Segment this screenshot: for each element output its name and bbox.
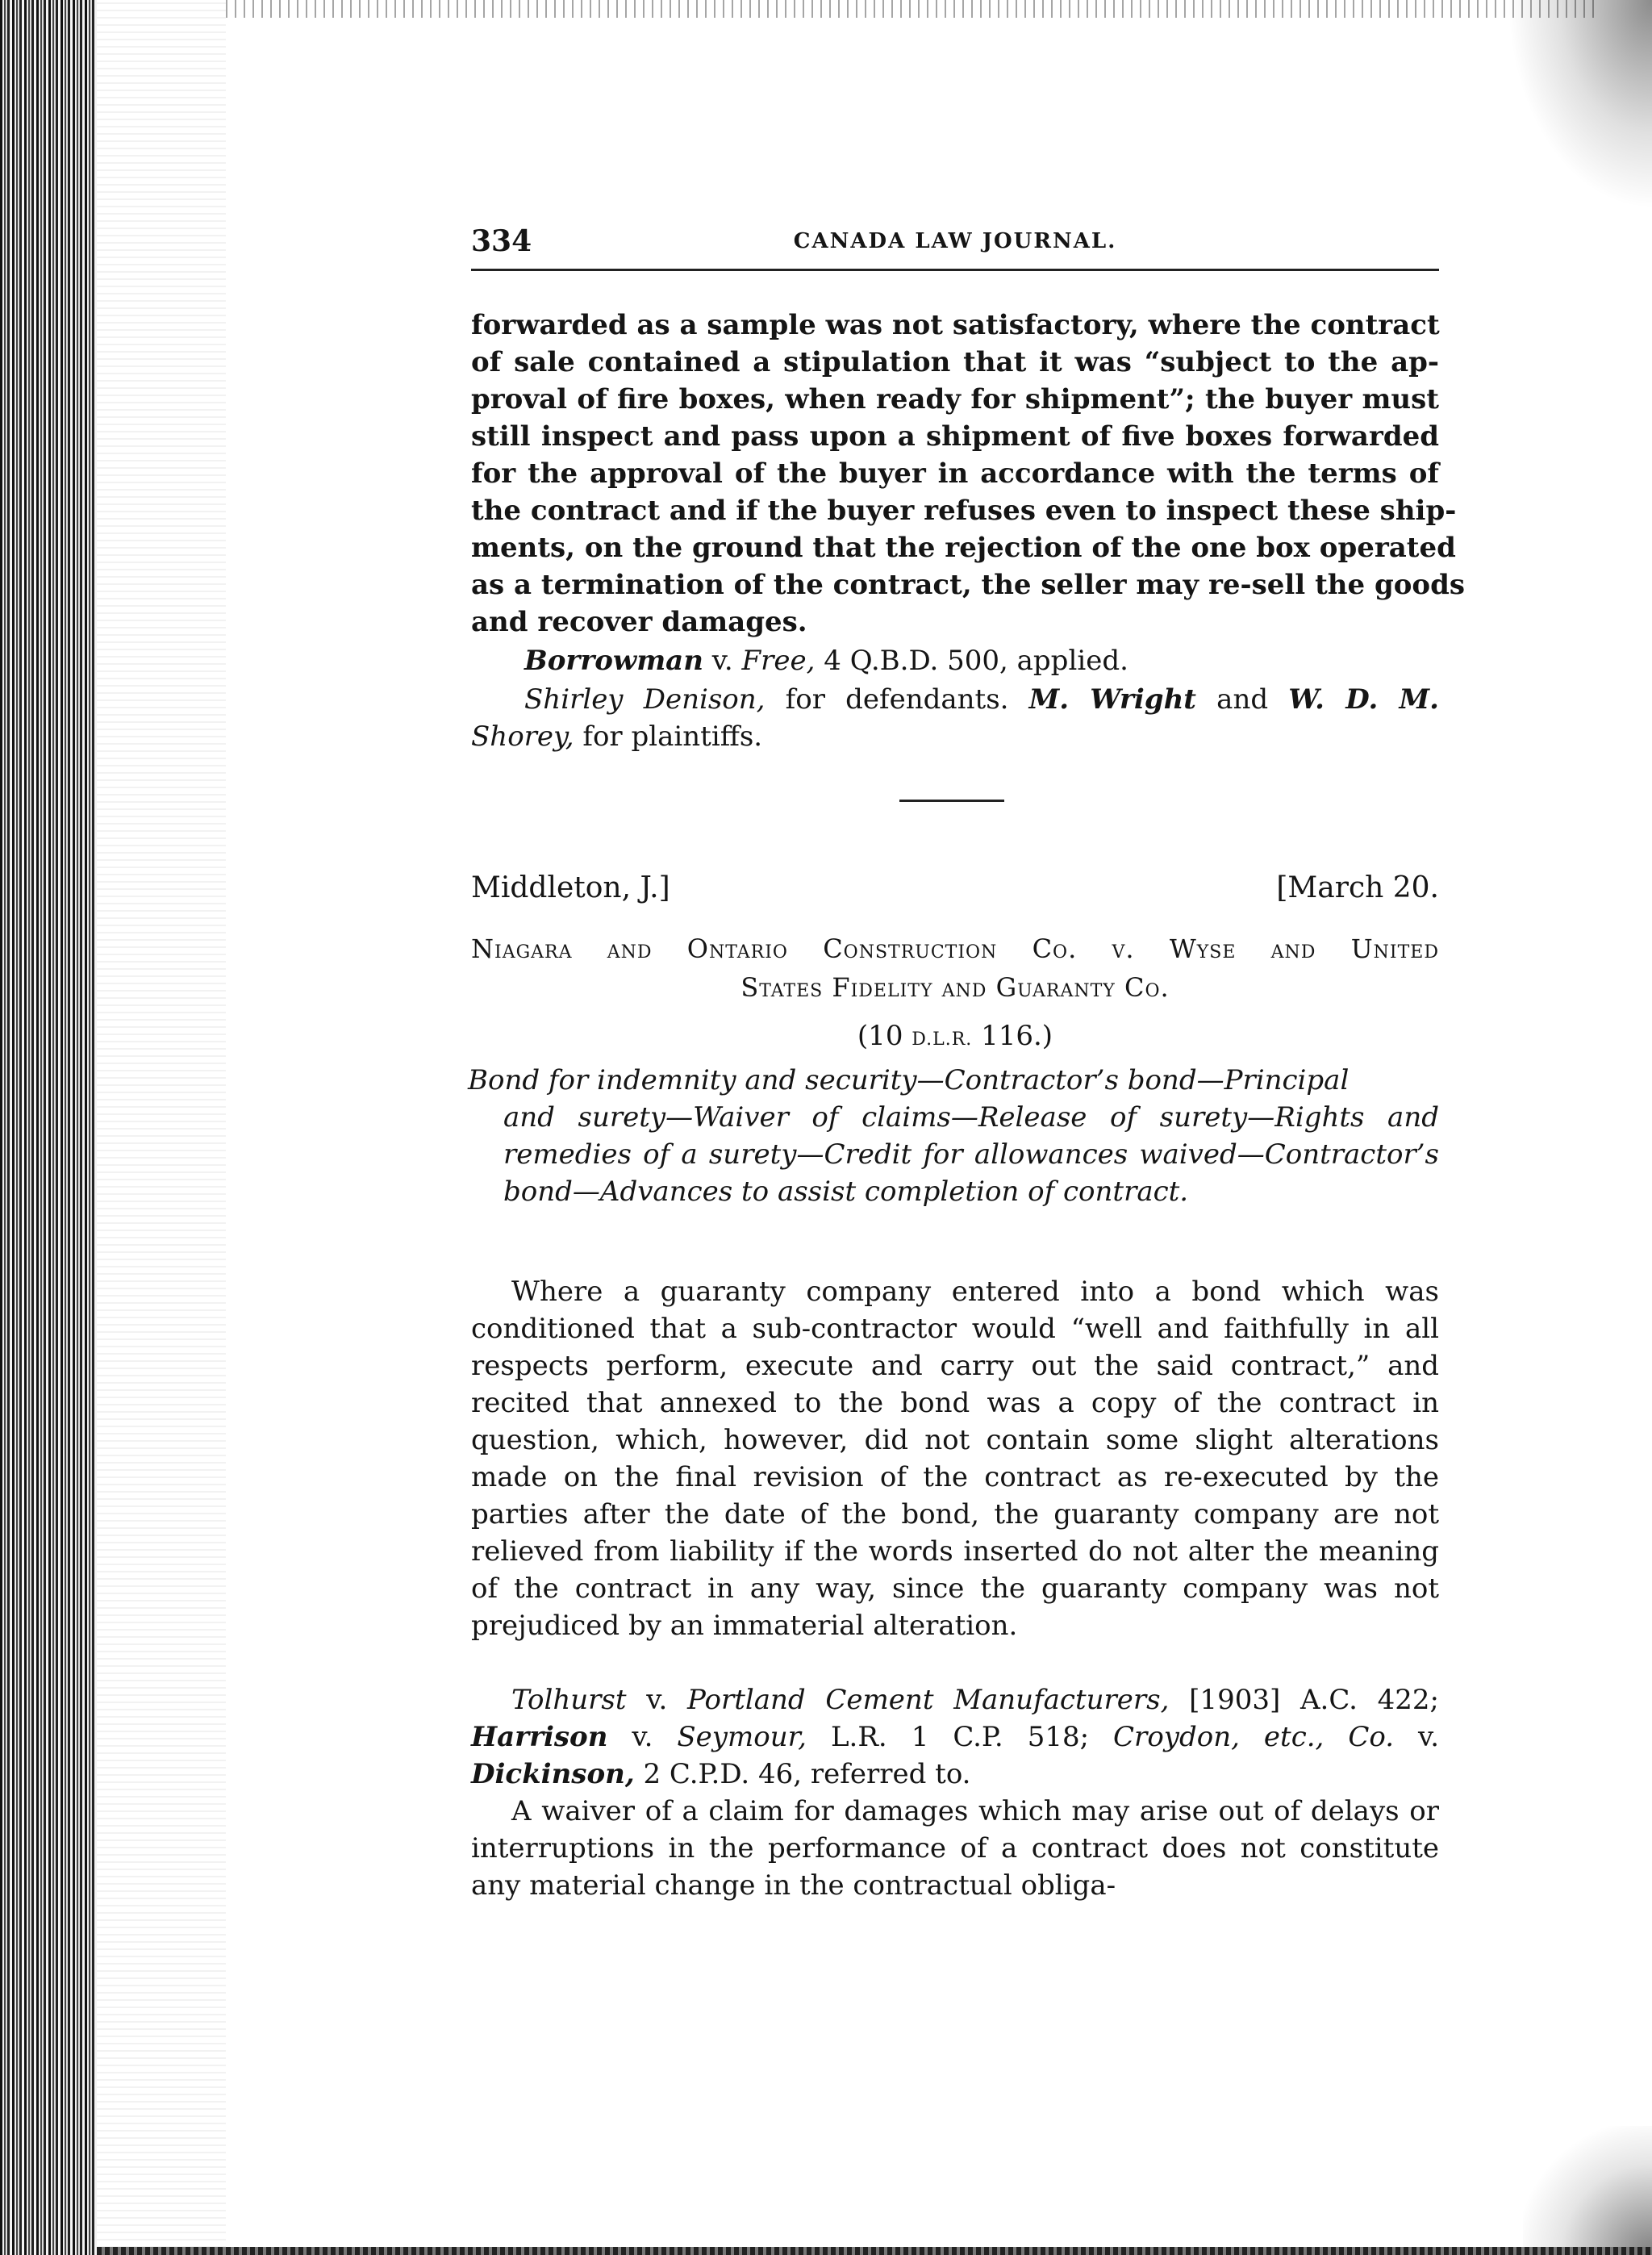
counsel-line xyxy=(524,681,1439,718)
judge-name: Middleton, J.] xyxy=(471,871,670,904)
citation-volume: (10 xyxy=(857,1020,903,1052)
case-reference: [1903] A.C. 422; xyxy=(1189,1684,1440,1716)
text-line: still inspect and pass upon a shipment of five boxes forwarded xyxy=(471,420,1439,453)
conjunction: and xyxy=(1216,683,1269,716)
report-citation xyxy=(471,1020,1439,1052)
scan-binding-edge xyxy=(0,0,97,2255)
running-header xyxy=(471,224,1439,265)
journal-title: CANADA LAW JOURNAL. xyxy=(793,229,1117,253)
scan-corner-shadow xyxy=(1507,0,1652,210)
text-line: proval of fire boxes, when ready for shipment”; the buyer must xyxy=(471,383,1439,416)
paragraph xyxy=(471,1793,1439,1904)
paragraph-text: A waiver of a claim for damages which may arise out of delays or interruptions in the performance of a contract does not constitute any material change in the contractual obliga- xyxy=(471,1795,1439,1902)
text-line: as a termination of the contract, the seller may re-sell the goods xyxy=(471,569,1466,601)
decision-date: [March 20. xyxy=(1276,871,1439,904)
case-reference: L.R. 1 C.P. 518; xyxy=(830,1721,1090,1753)
counsel-role: for plaintiffs. xyxy=(582,720,763,753)
counsel-name: M. Wright xyxy=(1028,683,1196,716)
case-title-continued: States Fidelity and Guaranty Co. xyxy=(740,972,1170,1003)
text-line: for the approval of the buyer in accordance with the terms of xyxy=(471,457,1439,490)
paragraph xyxy=(471,1273,1439,1644)
scan-noise xyxy=(97,0,226,2255)
case-name: Seymour, xyxy=(677,1721,807,1753)
section-divider xyxy=(899,800,1004,802)
counsel-line xyxy=(471,718,1439,755)
text-line: of sale contained a stipulation that it was “subject to the ap- xyxy=(471,346,1439,378)
counsel-role: for defendants. xyxy=(785,683,1009,716)
case-name: Portland Cement Manufacturers, xyxy=(687,1684,1170,1716)
case-name: Dickinson, xyxy=(471,1758,635,1790)
case-cited xyxy=(524,642,1439,679)
case-name: Free, xyxy=(741,645,816,677)
headnote-continued: and surety—Waiver of claims—Release of surety—Rights and remedies of a surety—Credit for allowances waived—Contractor’s bond—Advances to assist completion of contract. xyxy=(503,1101,1439,1208)
text-line: and recover damages. xyxy=(471,606,807,638)
case-name: Harrison xyxy=(471,1721,608,1753)
versus: v. xyxy=(646,1684,668,1716)
citation-page: 116.) xyxy=(981,1020,1053,1052)
case-name: Tolhurst xyxy=(511,1684,627,1716)
scan-corner-shadow-bottom xyxy=(1523,2126,1652,2255)
versus: v. xyxy=(711,645,733,677)
case-reference: 4 Q.B.D. 500, applied. xyxy=(824,645,1128,677)
page-number: 334 xyxy=(471,224,532,258)
counsel-name: W. D. M. xyxy=(1288,683,1439,716)
headnote-line: Bond for indemnity and security—Contractor’s bond—Principal xyxy=(468,1064,1350,1096)
case-name: Croydon, etc., Co. xyxy=(1113,1721,1395,1753)
scan-bottom-edge xyxy=(97,2247,1652,2255)
counsel-name: Shorey, xyxy=(471,720,574,753)
paragraph-text: Where a guaranty company entered into a bond which was conditioned that a sub-contractor would “well and faithfully in all respects perform, execute and carry out the said contract,” and recited that annexed to the bond was a copy of the contract in question, which, however, did not contain some slight alterations made on the final revision of the contract as re-executed by the parties after the date of the bond, the guaranty company are not relieved from liability if the words inserted do not alter the meaning of the contract in any way, since the guaranty company was not prejudiced by an immaterial alteration. xyxy=(471,1276,1439,1642)
text-line: ments, on the ground that the rejection of the one box operated xyxy=(471,532,1456,564)
case-title: Niagara and Ontario Construction Co. v. Wyse and United xyxy=(471,933,1439,964)
counsel-name: Shirley Denison, xyxy=(524,683,766,716)
text-line: forwarded as a sample was not satisfactory, where the contract xyxy=(471,309,1440,341)
versus: v. xyxy=(632,1721,653,1753)
versus: v. xyxy=(1418,1721,1439,1753)
case-name: Borrowman xyxy=(524,645,703,677)
header-rule xyxy=(471,269,1439,271)
text-line: the contract and if the buyer refuses even to inspect these ship- xyxy=(471,495,1457,527)
headnote-keywords xyxy=(468,1062,1439,1210)
references-paragraph xyxy=(471,1681,1439,1793)
scan-top-edge xyxy=(226,0,1597,18)
citation-reporter: D.L.R. xyxy=(912,1029,973,1050)
case-reference: 2 C.P.D. 46, referred to. xyxy=(643,1758,971,1790)
